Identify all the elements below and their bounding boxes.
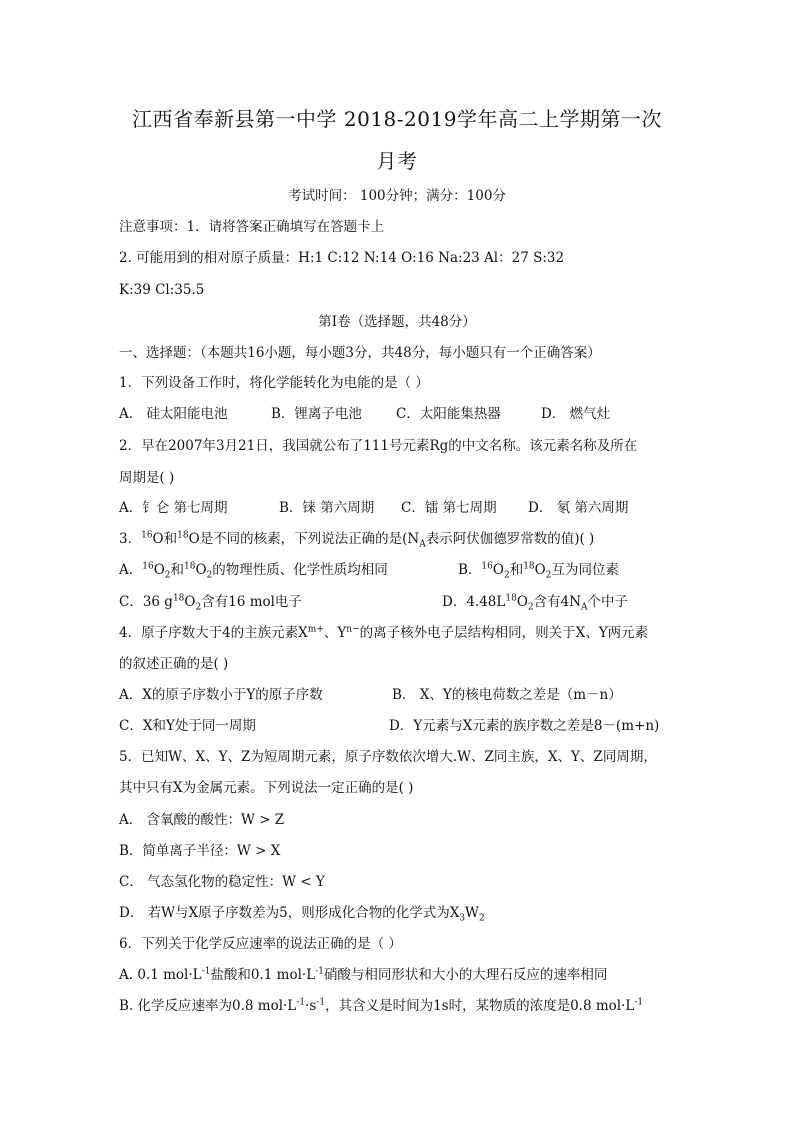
q4-option-b: B． X、Y的核电荷数之差是（m－n） xyxy=(392,687,622,703)
exam-info: 考试时间： 100分钟；满分：100分 xyxy=(288,188,506,204)
q2-option-c: C．镭 第七周期 xyxy=(401,500,497,516)
notice: 注意事项：1．请将答案正确填写在答题卡上 xyxy=(119,219,385,235)
q1-option-a: A． 硅太阳能电池 xyxy=(119,406,228,422)
q3-option-b: B．$^{16}O_2$和$^{18}O_2$互为同位素 xyxy=(458,561,619,581)
q3-option-d: D．$4.48L^{18}O_2$含有$4N_A$个中子 xyxy=(442,593,629,613)
q4-option-a: A．X的原子序数小于Y的原子序数 xyxy=(119,687,323,703)
q3-option-c: C．36 $g^{18}O_2$含有16 mol电子 xyxy=(119,593,302,613)
atomic-mass-line1: 2. 可能用到的相对原子质量：H:1 C:12 N:14 O:16 Na:23 Al：27 S:32 xyxy=(119,250,565,266)
q4-option-c: C．X和Y处于同一周期 xyxy=(119,718,256,734)
q4-stem-line1: 4．原子序数大于4的主族元素$X^{m+}$、$Y^{n-}$的离子核外电子层结构相同，则关于X、Y两元素 xyxy=(119,624,649,641)
q5-option-c: C． 气态氢化物的稳定性：W < Y xyxy=(119,874,325,890)
q5-stem-line2: 其中只有X为金属元素。下列说法一定正确的是( ) xyxy=(119,780,414,796)
q2-stem-line1: 2．早在2007年3月21日，我国就公布了111号元素Rg的中文名称。该元素名称及所在 xyxy=(119,438,638,454)
q1-stem: 1．下列设备工作时，将化学能转化为电能的是（ ） xyxy=(119,375,429,391)
exam-title-line1: 江西省奉新县第一中学 2018-2019学年高二上学期第一次 xyxy=(132,107,662,131)
q5-option-b: B．简单离子半径：W > X xyxy=(119,843,281,859)
section-heading: 第I卷（选择题，共48分） xyxy=(318,314,476,330)
q6-option-a: A. 0.1 $mol\cdot L^{-1}$盐酸和0.1 $mol\cdot L^{-1}$硝酸与相同形状和大小的大理石反应的速率相同 xyxy=(119,966,608,983)
q1-option-d: D． 燃气灶 xyxy=(541,406,611,422)
q5-option-d: D． 若W与X原子序数差为5，则形成化合物的化学式为$X_3W_2$ xyxy=(119,905,485,924)
part-intro: 一、选择题：（本题共16小题，每小题3分，共48分，每小题只有一个正确答案） xyxy=(119,345,601,361)
q5-stem-line1: 5．已知W、X、Y、Z为短周期元素，原子序数依次增大.W、Z同主族，X、Y、Z同周期， xyxy=(119,749,657,765)
q2-option-d: D． 氡 第六周期 xyxy=(528,500,629,516)
q4-stem-line2: 的叙述正确的是( ) xyxy=(119,656,229,672)
q4-option-d: D．Y元素与X元素的族序数之差是8－(m+n) xyxy=(389,718,660,734)
atomic-mass-line2: K:39 Cl:35.5 xyxy=(119,282,205,298)
q6-option-b: B. 化学反应速率为0.8 $mol\cdot L^{-1}\cdot s^{-1}$，其含义是时间为1s时，某物质的浓度是0.8 $mol\cdot L^{-1}$ xyxy=(119,997,644,1014)
q1-option-c: C．太阳能集热器 xyxy=(396,406,501,422)
q2-stem-line2: 周期是( ) xyxy=(119,470,175,486)
q3-option-a: A．$^{16}O_2$和$^{18}O_2$的物理性质、化学性质均相同 xyxy=(119,561,388,581)
q2-option-a: A．钅仑 第七周期 xyxy=(119,500,228,516)
q3-stem: 3．$^{16}$O和$^{18}$O是不同的核素，下列说法正确的是($N_A$表示阿伏伽德罗常数的值)( ) xyxy=(119,530,595,550)
q6-stem: 6．下列关于化学反应速率的说法正确的是（ ） xyxy=(119,936,402,952)
q5-option-a: A． 含氧酸的酸性：W > Z xyxy=(119,812,285,828)
exam-title-line2: 月考 xyxy=(376,149,418,173)
q1-option-b: B．锂离子电池 xyxy=(271,406,362,422)
q2-option-b: B．铼 第六周期 xyxy=(279,500,375,516)
